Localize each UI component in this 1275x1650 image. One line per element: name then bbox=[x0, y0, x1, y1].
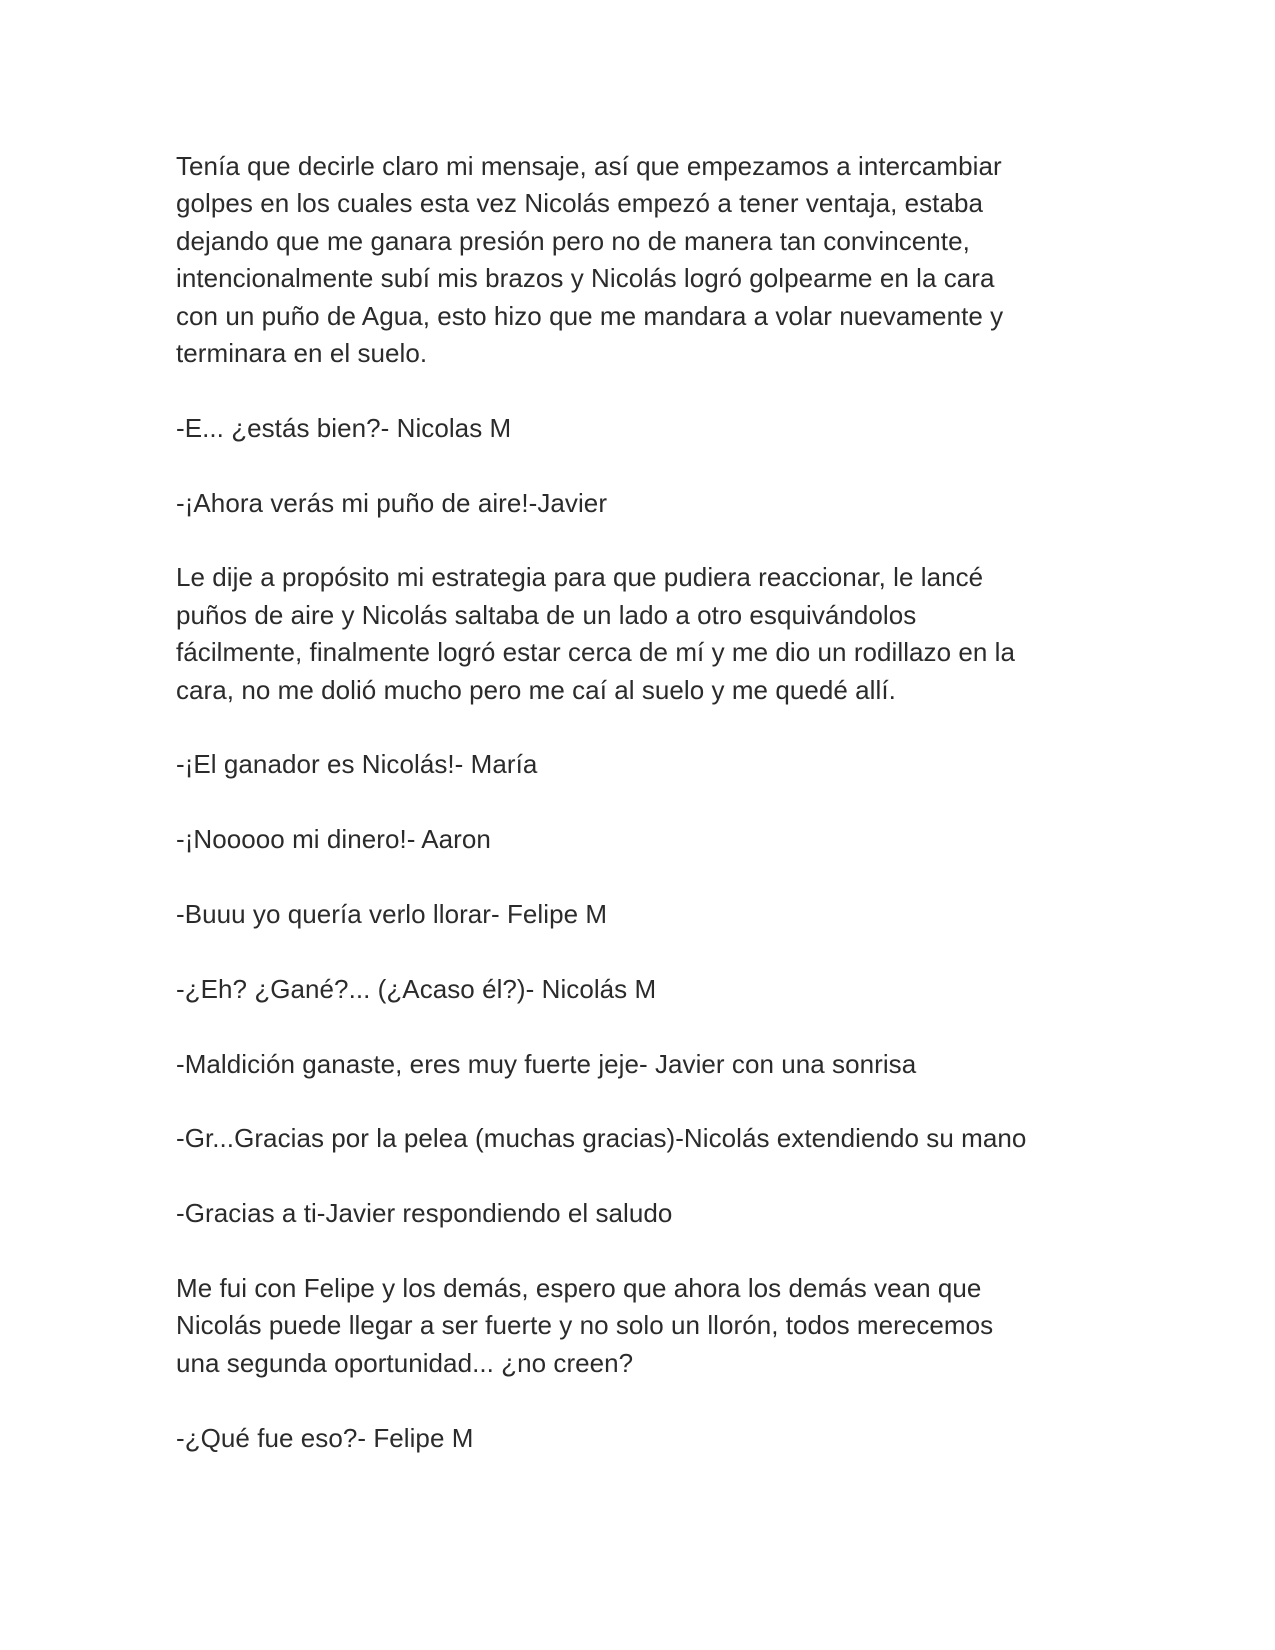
narration-paragraph: Le dije a propósito mi estrategia para que pudiera reaccionar, le lancé puños de aire y Nicolás saltaba de un lado a otro esquivándolos fácilmente, finalmente logró estar cerca de mí y me dio un rodillazo en la cara, no me dolió mucho pero me caí al suelo y me quedé allí. bbox=[176, 562, 1015, 705]
dialogue-line: -¡Nooooo mi dinero!- Aaron bbox=[176, 824, 491, 855]
narration-paragraph: Tenía que decirle claro mi mensaje, así que empezamos a intercambiar golpes en los cuales esta vez Nicolás empezó a tener ventaja, estaba dejando que me ganara presión pero no de manera tan convincente, intencionalmente subí mis brazos y Nicolás logró golpearme en la cara con un puño de Agua, esto hizo que me mandara a volar nuevamente y terminara en el suelo. bbox=[176, 151, 1004, 369]
dialogue-line: -E... ¿estás bien?- Nicolas M bbox=[176, 412, 512, 443]
narration-paragraph: Me fui con Felipe y los demás, espero que ahora los demás vean que Nicolás puede llegar a ser fuerte y no solo un llorón, todos merecemos una segunda oportunidad... ¿no creen? bbox=[176, 1273, 994, 1378]
dialogue-line: -Maldición ganaste, eres muy fuerte jeje- Javier con una sonrisa bbox=[176, 1048, 917, 1079]
dialogue-line: -¿Eh? ¿Gané?... (¿Acaso él?)- Nicolás M bbox=[176, 973, 657, 1004]
document-body bbox=[176, 148, 1106, 1494]
dialogue-line: -¿Qué fue eso?- Felipe M bbox=[176, 1422, 474, 1453]
dialogue-line: -¡Ahora verás mi puño de aire!-Javier bbox=[176, 487, 608, 518]
dialogue-line: -Buuu yo quería verlo llorar- Felipe M bbox=[176, 899, 608, 930]
dialogue-line: -Gracias a ti-Javier respondiendo el saludo bbox=[176, 1198, 673, 1229]
dialogue-line: -Gr...Gracias por la pelea (muchas gracias)-Nicolás extendiendo su mano bbox=[176, 1123, 1027, 1154]
dialogue-line: -¡El ganador es Nicolás!- María bbox=[176, 749, 538, 780]
